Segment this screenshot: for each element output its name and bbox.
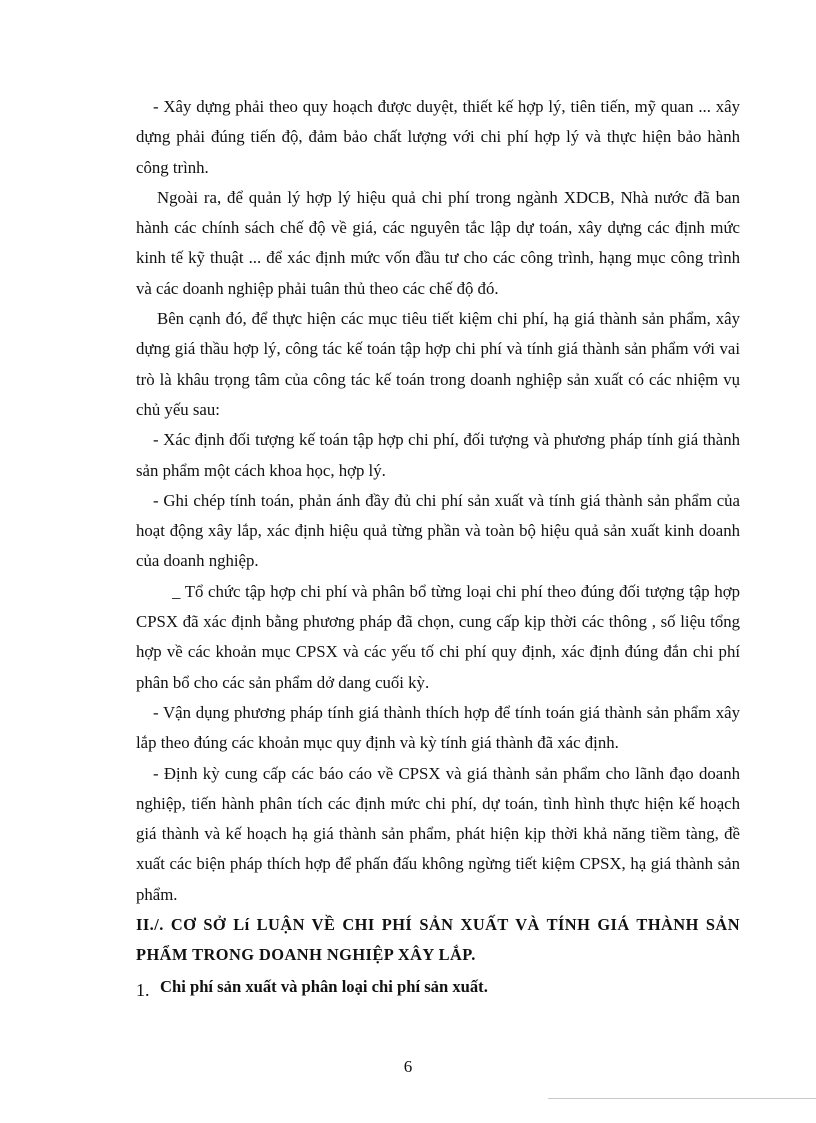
page-number: 6 [403, 1057, 413, 1076]
paragraph-task-identify-objects: - Xác định đối tượng kế toán tập hợp chi phí, đối tượng và phương pháp tính giá thành sản phẩm một cách khoa học, hợp lý. [136, 430, 740, 480]
paragraph-task-periodic-reports: - Định kỳ cung cấp các báo cáo về CPSX và giá thành sản phẩm cho lãnh đạo doanh nghiệp, tiến hành phân tích các định mức chi phí, dự toán, tình hình thực hiện kế hoạch giá thành và kế hoạch hạ giá thành sản phẩm, phát hiện kịp thời khả năng tiềm tàng, đề xuất các biện pháp thích hợp để phấn đấu không ngừng tiết kiệm CPSX, hạ giá thành sản phẩm. [136, 763, 740, 904]
footer-divider [548, 1098, 816, 1099]
paragraph-state-regulations: Ngoài ra, để quản lý hợp lý hiệu quả chi phí trong ngành XDCB, Nhà nước đã ban hành các chính sách chế độ về giá, các nguyên tắc lập dự toán, xây dựng các định mức kinh tế kỹ thuật ... để xác định mức vốn đầu tư cho các công trình, hạng mục công trình và các doanh nghiệp phải tuân thủ theo các chế độ đó. [136, 187, 740, 298]
page-body [136, 92, 740, 1002]
paragraph-accounting-tasks-intro: Bên cạnh đó, để thực hiện các mục tiêu tiết kiệm chi phí, hạ giá thành sản phẩm, xây dựng giá thầu hợp lý, công tác kế toán tập hợp chi phí và tính giá thành sản phẩm với vai trò là khâu trọng tâm của công tác kế toán trong doanh nghiệp sản xuất có các nhiệm vụ chủ yếu sau: [136, 309, 740, 419]
paragraph-construction-requirements: - Xây dựng phải theo quy hoạch được duyệt, thiết kế hợp lý, tiên tiến, mỹ quan ... xây dựng phải đúng tiến độ, đảm bảo chất lượng với chi phí hợp lý và thực hiện bảo hành công trình. [136, 97, 740, 177]
section-heading: II./. CƠ SỞ Lí LUẬN VỀ CHI PHÍ SẢN XUẤT VÀ TÍNH GIÁ THÀNH SẢN PHẨM TRONG DOANH NGHIỆP XÂY LẮP. [136, 915, 740, 965]
paragraph-task-record-costs: - Ghi chép tính toán, phản ánh đầy đủ chi phí sản xuất và tính giá thành sản phẩm của hoạt động xây lắp, xác định hiệu quả từng phần và toàn bộ hiệu quả sản xuất kinh doanh của doanh nghiệp. [136, 490, 740, 571]
subsection-heading [136, 971, 740, 1002]
subsection-title: Chi phí sản xuất và phân loại chi phí sản xuất. [160, 976, 488, 996]
subsection-number: 1. [136, 979, 150, 1000]
paragraph-task-apply-method: - Vận dụng phương pháp tính giá thành thích hợp để tính toán giá thành sản phẩm xây lắp theo đúng các khoản mục quy định và kỳ tính giá thành đã xác định. [136, 702, 740, 753]
paragraph-task-organize-costs: _ Tổ chức tập hợp chi phí và phân bổ từng loại chi phí theo đúng đối tượng tập hợp CPSX đã xác định bằng phương pháp đã chọn, cung cấp kịp thời các thông , số liệu tổng hợp về các khoản mục CPSX và các yếu tố chi phí quy định, xác định đúng đắn chi phí phân bổ cho các sản phẩm dở dang cuối kỳ. [136, 581, 740, 692]
